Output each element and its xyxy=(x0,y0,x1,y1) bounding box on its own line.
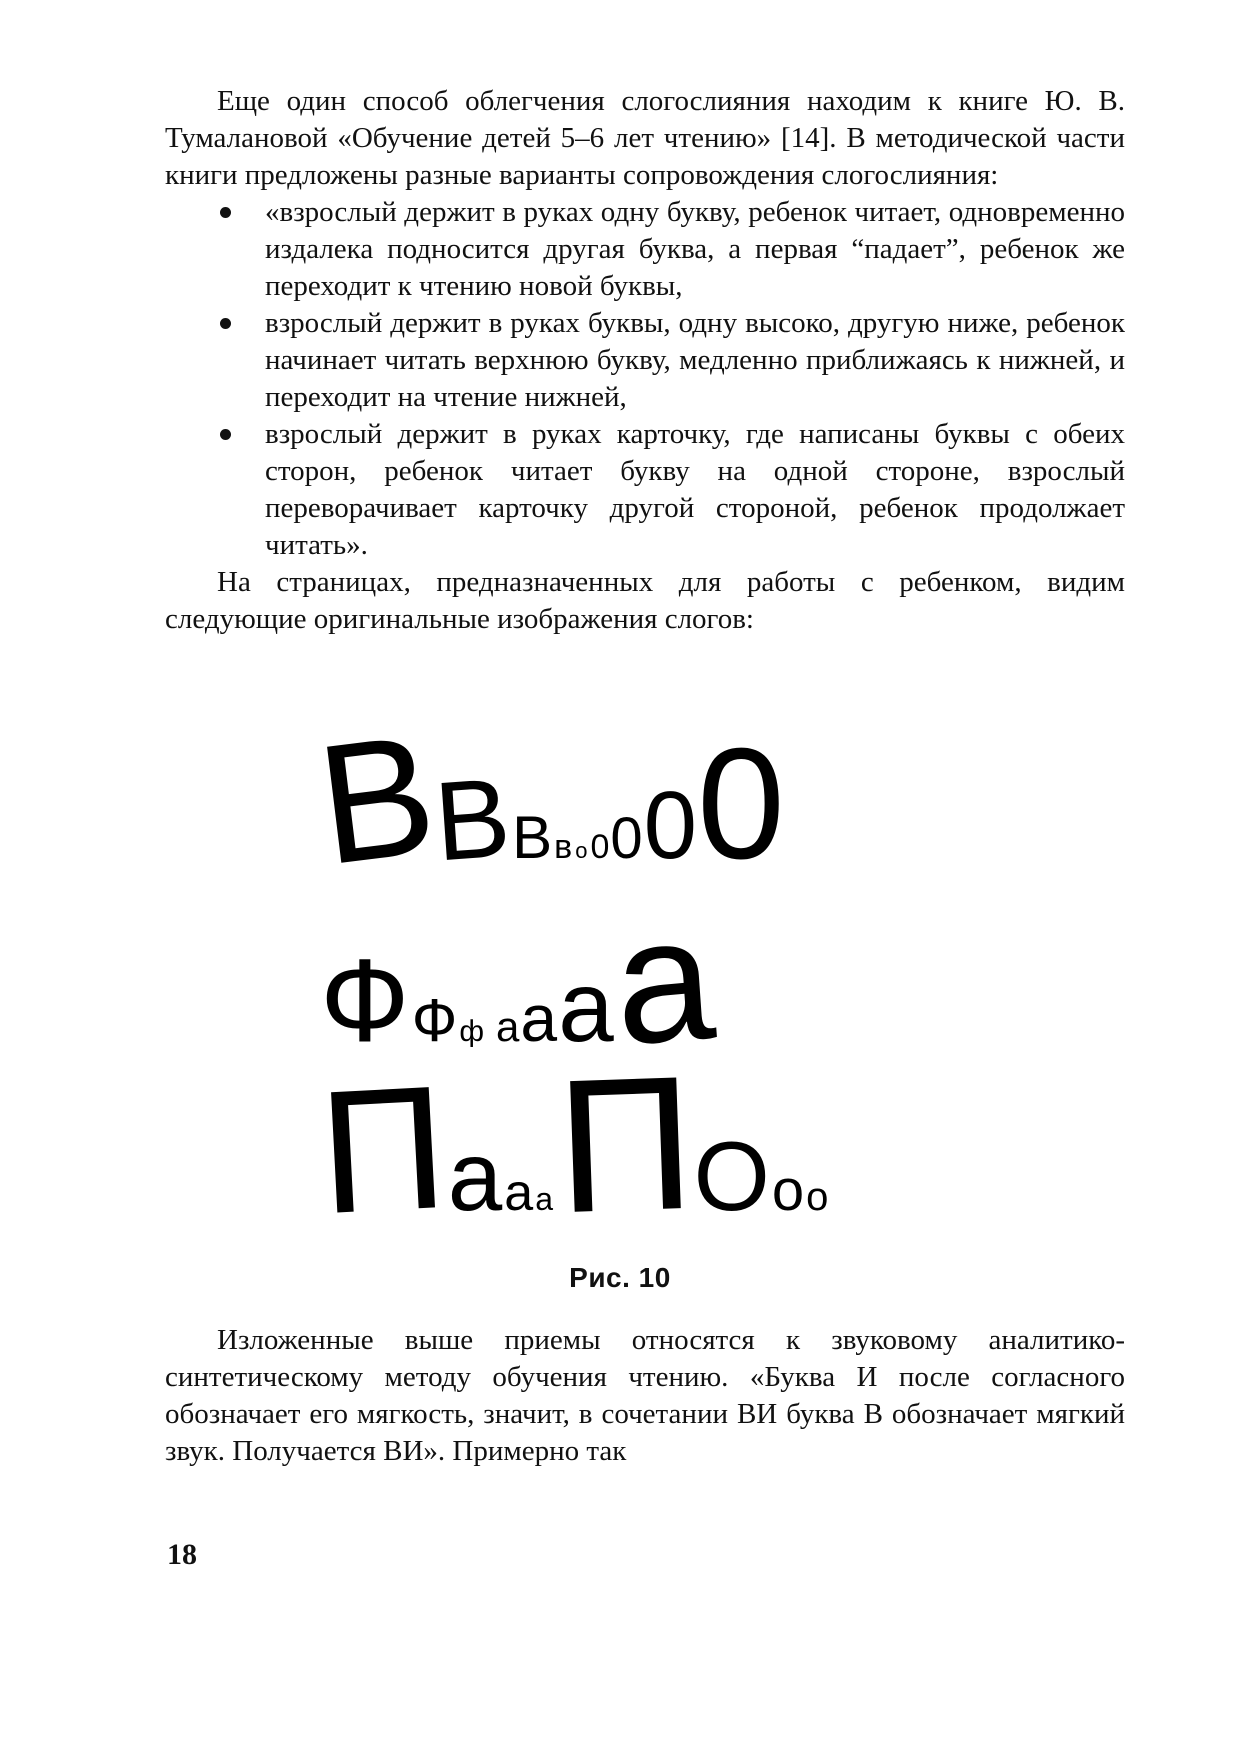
intro-paragraph-2: На страницах, предназначенных для работы с ребенком, видим следующие оригинальные изображения слогов: xyxy=(165,566,1125,635)
figure-glyph: в xyxy=(554,828,573,866)
figure-glyph: В xyxy=(308,698,445,902)
figure-caption: Рис. 10 xyxy=(569,1262,671,1293)
syllable-figure xyxy=(308,698,960,1254)
figure-glyph: О xyxy=(693,1121,770,1231)
list-item xyxy=(165,194,1125,305)
figure-glyph: о xyxy=(806,1175,829,1219)
bullet-icon xyxy=(220,318,231,329)
closing-paragraph: Изложенные выше приемы относятся к звуковому аналитико-синтетическому методу обучения чтению. «Буква И после согласного обозначает его мягкость, значит, в сочетании ВИ буква В обозначает мягкий звук. Получается ВИ». Примерно так xyxy=(165,1324,1125,1467)
figure-glyph: 0 xyxy=(643,772,698,879)
figure-glyph: Ф xyxy=(411,987,458,1054)
figure-glyph: Ф xyxy=(320,935,410,1067)
list-item-text: «взрослый держит в руках одну букву, ребенок читает, одновременно издалека подносится другая буква, а первая “падает”, ребенок же переходит к чтению новой буквы, xyxy=(265,196,1125,302)
main-text-bottom xyxy=(165,1322,1125,1470)
figure-row-1 xyxy=(308,698,785,902)
figure-glyph: ф xyxy=(459,1015,485,1048)
main-text-top xyxy=(165,83,1125,638)
figure-glyph: 0 xyxy=(697,716,785,892)
page-number: 18 xyxy=(167,1538,197,1571)
figure-glyph: а xyxy=(520,981,558,1055)
intro-paragraph: Еще один способ облегчения слогослияния находим к книге Ю. В. Тумалановой «Обучение детей 5–6 лет чтению» [14]. В методической части книги предложены разные варианты сопровождения слогослияния: xyxy=(165,85,1125,191)
figure-glyph: а xyxy=(608,879,720,1083)
figure-glyph: 0 xyxy=(610,806,643,871)
figure-glyph: а xyxy=(504,1164,534,1222)
figure-glyph: 0 xyxy=(590,828,610,866)
figure-glyph: а xyxy=(496,1003,520,1050)
list-item-text: взрослый держит в руках буквы, одну высоко, другую ниже, ребенок начинает читать верхнюю букву, медленно приближаясь к нижней, и переходит на чтение нижней, xyxy=(265,307,1125,413)
figure-row-3 xyxy=(314,1036,829,1254)
figure-glyph: а xyxy=(535,1181,554,1217)
figure-glyph: о xyxy=(771,1158,805,1223)
bullet-list xyxy=(165,194,1125,564)
figure-glyph: В xyxy=(512,804,553,871)
figure-glyph: а xyxy=(447,1121,503,1231)
list-item xyxy=(165,416,1125,564)
figure-glyph: П xyxy=(314,1049,451,1252)
figure-glyph: П xyxy=(553,1036,698,1254)
bullet-icon xyxy=(220,207,231,218)
figure-glyph: а xyxy=(558,951,614,1063)
list-item-text: взрослый держит в руках карточку, где написаны буквы с обеих сторон, ребенок читает букву на одной стороне, взрослый переворачивает карточку другой стороной, ребенок продолжает читать». xyxy=(265,418,1125,561)
figure-glyph: В xyxy=(431,754,515,885)
bullet-icon xyxy=(220,429,231,440)
list-item xyxy=(165,305,1125,416)
figure-glyph: о xyxy=(575,838,588,863)
